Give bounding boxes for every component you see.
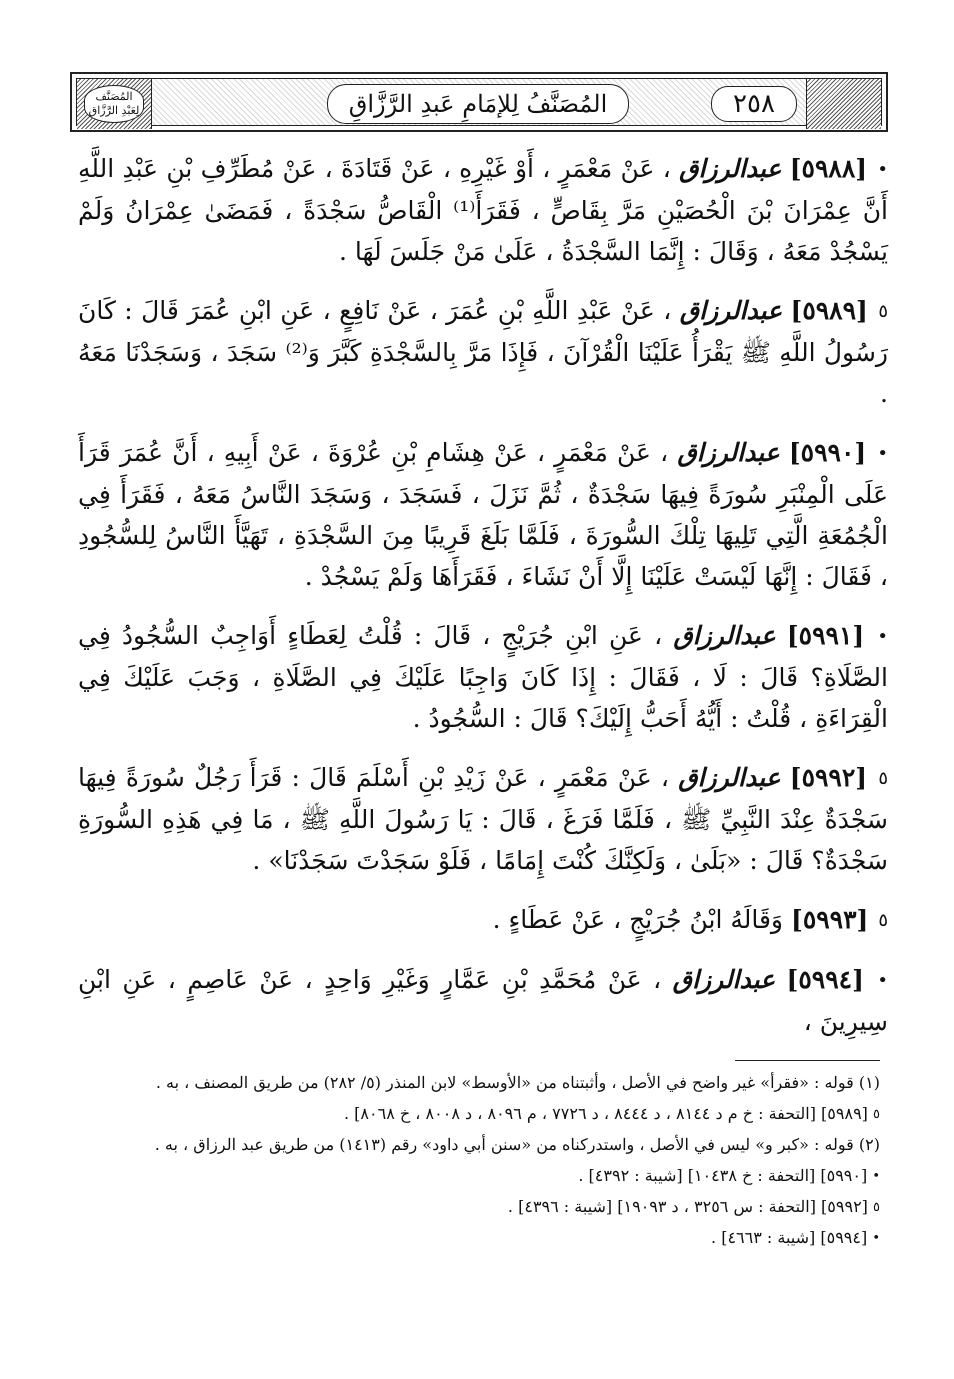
- hadith-marker: ٥: [878, 301, 888, 322]
- hadith-text: ، عَنْ مَعْمَرٍ ، عَنْ زَيْدِ بْنِ أَسْلَمَ قَالَ : قَرَأَ رَجُلٌ سُورَةً فِيهَا سَجْدَةٌ عِنْدَ النَّبِيِّ ﷺ ، فَلَمَّا فَرَغَ ، قَالَ : يَا رَسُولَ اللَّهِ ﷺ ، مَا فِي هَذِهِ السُّورَةِ سَجْدَةٌ؟ قَالَ : «بَلَىٰ ، وَلَكِنَّكَ كُنْتَ إِمَامًا ، فَلَوْ سَجَدْتَ سَجَدْنَا» .: [78, 763, 888, 875]
- hadith-source: عبدالرزاق: [678, 763, 781, 792]
- footnote-text: [٥٩٩٠] [التحفة : خ ١٠٤٣٨] [شيبة : ٤٣٩٢] .: [578, 1166, 868, 1185]
- hadith-text: وَقَالَهُ ابْنُ جُرَيْجٍ ، عَنْ عَطَاءٍ .: [492, 905, 784, 934]
- footnote-marker: ٥: [873, 1107, 880, 1122]
- hadith-text: ، عَنْ مَعْمَرٍ ، عَنْ هِشَامِ بْنِ عُرْوَةَ ، عَنْ أَبِيهِ ، أَنَّ عُمَرَ قَرَأَ عَلَى الْمِنْبَرِ سُورَةً فِيهَا سَجْدَةٌ ، ثُمَّ نَزَلَ ، فَسَجَدَ ، وَسَجَدَ النَّاسُ مَعَهُ ، فَقَرَأَ فِي الْجُمُعَةِ الَّتِي تَلِيهَا تِلْكَ السُّورَةَ ، فَلَمَّا بَلَغَ قَرِيبًا مِنَ السَّجْدَةِ ، تَهَيَّأَ النَّاسُ لِلسُّجُودِ ، فَقَالَ : إِنَّهَا لَيْسَتْ عَلَيْنَا إِلَّا أَنْ نَشَاءَ ، فَقَرَأَهَا وَلَمْ يَسْجُدْ .: [78, 438, 888, 591]
- hadith-paragraph: [78, 148, 888, 272]
- footnote-text: [٥٩٩٤] [شيبة : ٤٦٦٣] .: [711, 1228, 868, 1247]
- hadith-text: ، عَنْ عَبْدِ اللَّهِ بْنِ عُمَرَ ، عَنْ نَافِعٍ ، عَنِ ابْنِ عُمَرَ قَالَ : كَانَ رَسُولُ اللَّهِ ﷺ يَقْرَأُ عَلَيْنَا الْقُرْآنَ ، فَإِذَا مَرَّ بِالسَّجْدَةِ كَبَّرَ وَ⁽²⁾ سَجَدَ ، وَسَجَدْنَا مَعَهُ .: [78, 296, 888, 408]
- hadith-number: [٥٩٨٩]: [790, 296, 868, 325]
- footnote-text: (٢) قوله : «كبر و» ليس في الأصل ، واستدركناه من «سنن أبي داود» رقم (١٤١٣) من طريق عبد الرزاق ، به .: [154, 1135, 880, 1154]
- hadith-source: عبدالرزاق: [677, 438, 780, 467]
- footnote-separator: [735, 1060, 880, 1061]
- hadith-source: عبدالرزاق: [672, 965, 776, 994]
- hadith-number: [٥٩٩١]: [786, 621, 865, 650]
- footnote-text: [٥٩٨٩] [التحفة : خ م د ٨١٤٤ ، د ٨٤٤٤ ، د ٧٧٢٦ ، م ٨٠٩٦ ، د ٨٠٠٨ ، خ ٨٠٦٨] .: [344, 1104, 868, 1123]
- footnote-marker: •: [872, 1231, 880, 1246]
- hadith-marker: ٥: [878, 910, 888, 931]
- hadith-marker: •: [877, 443, 888, 464]
- header-ornament-right: [806, 79, 881, 129]
- footnote: [90, 1192, 880, 1223]
- logo-line-1: المُصَنَّف: [95, 90, 133, 103]
- hadith-number: [٥٩٩٠]: [788, 438, 867, 467]
- hadith-text: ، عَنِ ابْنِ جُرَيْجٍ ، قَالَ : قُلْتُ لِعَطَاءٍ أَوَاجِبٌ السُّجُودُ فِي الصَّلَاةِ؟ قَالَ : لَا ، فَقَالَ : إِذَا كَانَ وَاجِبًا عَلَيْكَ فِي الصَّلَاةِ ، وَجَبَ عَلَيْكَ فِي الْقِرَاءَةِ ، قُلْتُ : أَيُّهُ أَحَبُّ إِلَيْكَ؟ قَالَ : السُّجُودُ .: [78, 621, 888, 733]
- hadith-number: [٥٩٨٨]: [789, 154, 868, 183]
- footnote-text: [٥٩٩٢] [التحفة : س ٣٢٥٦ ، د ١٩٠٩٣] [شيبة : ٤٣٩٦] .: [507, 1197, 868, 1216]
- hadith-paragraph: [78, 615, 888, 739]
- hadith-source: عبدالرزاق: [679, 154, 782, 183]
- header-ornament-left: [77, 79, 152, 129]
- hadith-marker: •: [877, 159, 888, 180]
- hadith-paragraph: [78, 899, 888, 941]
- footnote-marker: •: [872, 1169, 880, 1184]
- hadith-text: ، عَنْ مَعْمَرٍ ، أَوْ غَيْرِهِ ، عَنْ قَتَادَةَ ، عَنْ مُطَرِّفِ بْنِ عَبْدِ اللَّهِ أَنَّ عِمْرَانَ بْنَ الْحُصَيْنِ مَرَّ بِقَاصٍّ ، فَقَرَأَ⁽¹⁾ الْقَاصُّ سَجْدَةً ، فَمَضَىٰ عِمْرَانُ وَلَمْ يَسْجُدْ مَعَهُ ، وَقَالَ : إِنَّمَا السَّجْدَةُ ، عَلَىٰ مَنْ جَلَسَ لَهَا .: [78, 154, 888, 266]
- hadith-marker: •: [877, 970, 888, 991]
- hadith-paragraph: [78, 432, 888, 597]
- hadith-number: [٥٩٩٢]: [789, 763, 868, 792]
- page-header: [70, 72, 888, 132]
- header-ornament-band: [76, 78, 882, 126]
- footnote: [90, 1161, 880, 1192]
- footnote: [90, 1099, 880, 1130]
- footnote: [90, 1068, 880, 1099]
- running-title: المُصَنَّفُ لِلإمَامِ عَبدِ الرَّزَّاقِ: [327, 84, 629, 124]
- hadith-paragraph: [78, 290, 888, 414]
- hadith-marker: ٥: [878, 768, 888, 789]
- book-logo: [84, 85, 144, 123]
- hadith-source: عبدالرزاق: [679, 296, 783, 325]
- footnote-marker: ٥: [873, 1200, 880, 1215]
- logo-line-2: لِعَبْدِ الرَّزَّاق: [88, 104, 140, 117]
- hadith-marker: •: [877, 626, 888, 647]
- footnote: [90, 1223, 880, 1254]
- hadith-body: [78, 148, 888, 1060]
- page-number: ٢٥٨: [711, 86, 797, 122]
- hadith-paragraph: [78, 959, 888, 1042]
- hadith-number: [٥٩٩٣]: [790, 905, 869, 934]
- hadith-text: ، عَنْ مُحَمَّدِ بْنِ عَمَّارٍ وَغَيْرِ وَاحِدٍ ، عَنْ عَاصِمٍ ، عَنِ ابْنِ سِيرِينَ ،: [78, 965, 888, 1036]
- footnote-text: (١) قوله : «فقرأ» غير واضح في الأصل ، وأثبتناه من «الأوسط» لابن المنذر (٥/ ٢٨٢) من طريق المصنف ، به .: [155, 1073, 880, 1092]
- hadith-paragraph: [78, 757, 888, 881]
- footnote: [90, 1130, 880, 1161]
- hadith-number: [٥٩٩٤]: [786, 965, 864, 994]
- footnotes: [90, 1068, 880, 1254]
- hadith-source: عبدالرزاق: [673, 621, 776, 650]
